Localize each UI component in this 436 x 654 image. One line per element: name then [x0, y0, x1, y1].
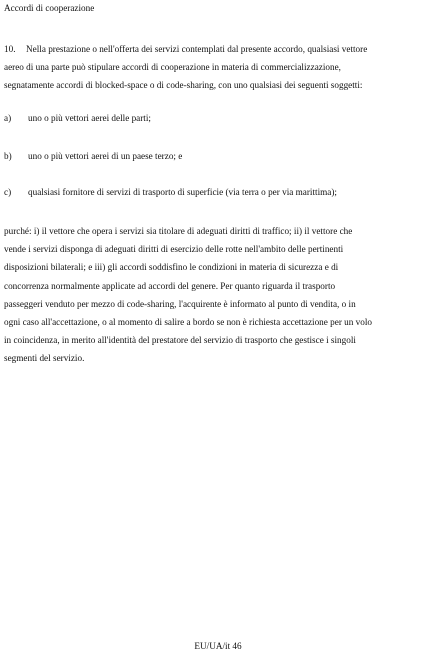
- proviso-line: segmenti del servizio.: [4, 353, 85, 364]
- list-item-b: [4, 150, 182, 162]
- proviso-line: purché: i) il vettore che opera i servizi sia titolare di adeguati diritti di traffico; ii) il vettore che: [4, 226, 353, 236]
- proviso-line: vende i servizi disponga di adeguati diritti di esercizio delle rotte nell'ambito delle pertinenti: [4, 244, 344, 255]
- article-10-paragraph: [4, 40, 432, 94]
- list-item-label: b): [4, 151, 12, 161]
- article-10-line: aereo di una parte può stipulare accordi di cooperazione in materia di commercializzazione,: [4, 62, 341, 72]
- list-item-text: uno o più vettori aerei delle parti;: [28, 113, 151, 123]
- list-item-text: uno o più vettori aerei di un paese terzo; e: [28, 151, 183, 161]
- list-item-c: [4, 186, 337, 198]
- proviso-line: concorrenza normalmente applicate ad accordi del genere. Per quanto riguarda il trasporto: [4, 280, 336, 291]
- article-10-line: [4, 40, 432, 58]
- proviso-line: in coincidenza, in merito all'identità del prestatore del servizio di trasporto che gestisce i singoli: [4, 335, 356, 346]
- list-item-text: qualsiasi fornitore di servizi di trasporto di superficie (via terra o per via marittima);: [28, 187, 337, 197]
- proviso-line: passeggeri venduto per mezzo di code-sharing, l'acquirente è informato al punto di vendita, o in: [4, 298, 356, 309]
- proviso-paragraph: [4, 222, 432, 368]
- article-number: 10.: [4, 44, 16, 54]
- page-footer: EU/UA/it 46: [194, 641, 242, 651]
- section-title: Accordi di cooperazione: [4, 3, 95, 13]
- list-item-a: [4, 112, 151, 124]
- proviso-line: disposizioni bilaterali; e iii) gli accordi soddisfino le condizioni in materia di sicurezza e di: [4, 262, 339, 273]
- proviso-line: ogni caso all'accettazione, o al momento di salire a bordo se non è richiesta accettazione per un volo: [4, 316, 372, 327]
- article-10-line-text: Nella prestazione o nell'offerta dei servizi contemplati dal presente accordo, qualsiasi vettore: [26, 44, 368, 54]
- article-10-line: segnatamente accordi di blocked-space o di code-sharing, con uno qualsiasi dei seguenti soggetti:: [4, 80, 363, 90]
- list-item-label: a): [4, 113, 12, 123]
- list-item-label: c): [4, 187, 12, 197]
